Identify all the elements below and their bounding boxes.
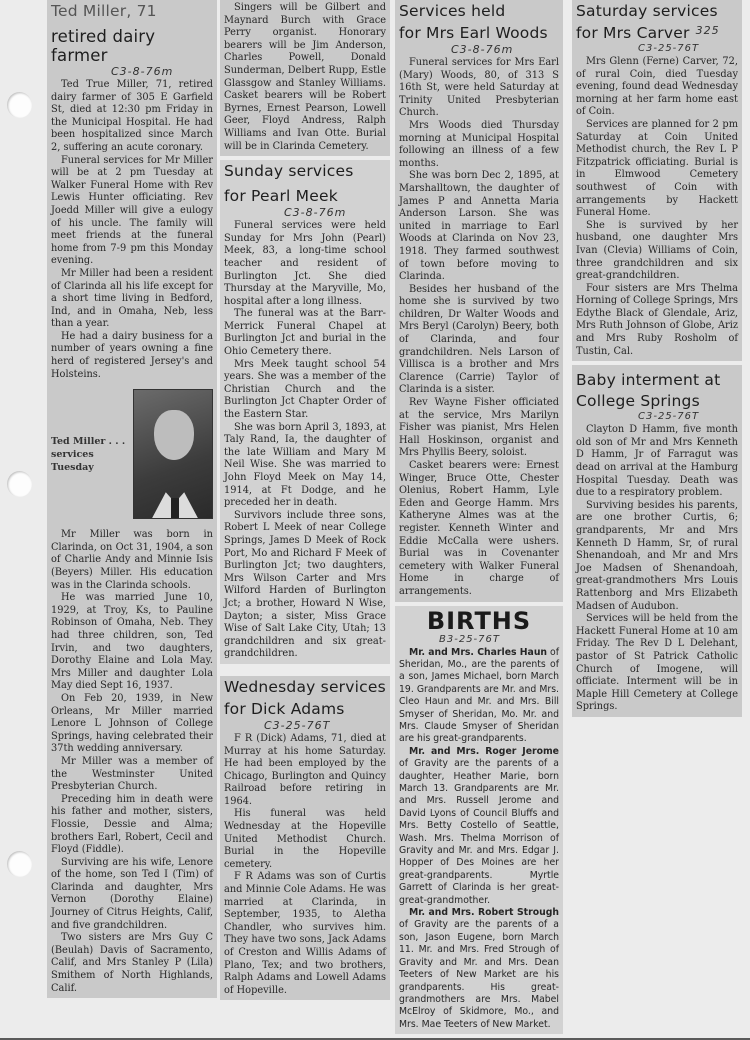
paragraph: Mrs Glenn (Ferne) Carver, 72, of rural Coin, died Tuesday evening, found dead Wednesday morning at her farm home east of Coin.: [576, 56, 738, 118]
portrait-photo: [133, 389, 213, 519]
paragraph: Mr Miller was born in Clarinda, on Oct 31, 1904, a son of Charlie Andy and Minnie Isis (Beyers) Miller. His education was in the Clarinda schools.: [51, 529, 213, 591]
headline: Saturday services: [576, 2, 718, 20]
handwritten-date: C3-8-76m: [284, 206, 347, 220]
paragraph: Casket bearers were: Ernest Winger, Bruce Otte, Chester Olenius, Robert Hamm, Lyle Eden and George Hamm. Mrs Katheryne Almes was at the register. Kenneth Winter and Eddie McCalla were ushers. Burial was in Covenanter cemetery with Walker Funeral Home in charge of arrangements.: [399, 460, 559, 597]
headline: College Springs: [576, 392, 700, 411]
paragraph: Funeral services for Mr Miller will be at 2 pm Tuesday at Walker Funeral Home with Rev Lewis Hunter officiating. Rev Joedd Miller will give a eulogy of his uncle. The family will meet friends at the funeral home from 7-9 pm this Monday evening.: [51, 154, 213, 267]
column-3: [395, 0, 563, 1034]
handwritten-date: B3-25-76T: [439, 633, 500, 645]
headline: retired dairy farmer: [51, 27, 156, 65]
handwritten-date: C3-25-76T: [638, 43, 700, 54]
headline: for Mrs Earl Woods: [399, 24, 548, 42]
headline: for Mrs Carver: [576, 24, 690, 42]
paragraph: F R Adams was son of Curtis and Minnie Cole Adams. He was married at Clarinda, in September, 1935, to Aletha Chandler, who survives him. They have two sons, Jack Adams of Creston and Willis Adams of Plano, Tex; and two brothers, Ralph Adams and Lowell Adams of Hopeville.: [224, 871, 386, 996]
paragraph: Singers will be Gilbert and Maynard Burch with Grace Perry organist. Honorary bearers will be Jim Anderson, Charles Powell, Donald Sunderman, Delbert Rupp, Estle Glassgow and Stanley Williams. Casket bearers will be Robert Byrnes, Ernest Pearson, Lowell Geer, Floyd Andress, Ralph Williams and Ivan Otte. Burial will be in Clarinda Cemetery.: [224, 2, 386, 152]
paragraph: Mrs Meek taught school 54 years. She was a member of the Christian Church and the Burlington Jct Chapter Order of the Eastern Star.: [224, 358, 386, 421]
handwritten-page-number: 325: [695, 24, 720, 37]
paragraph: He had a dairy business for a number of years owning a fine herd of registered Jersey's and Holsteins.: [51, 330, 213, 380]
birth-entry-body: of Gravity are the parents of a son, Jason Eugene, born March 11. Mr. and Mrs. Fred Strough of Gravity and Mr. and Mrs. Dean Teeters of New Market are his grandparents. His great-grandmothers are Mrs. Mabel McElroy of Skidmore, Mo., and Mrs. Mae Teeters of New Market.: [399, 919, 559, 1030]
tie: [171, 498, 179, 518]
paragraph: Mrs Woods died Thursday morning at Municipal Hospital following an illness of a few months.: [399, 119, 559, 169]
column-2: [220, 0, 390, 1000]
binder-hole: [7, 851, 32, 877]
clipping-baby-hamm: [572, 365, 742, 717]
paragraph: His funeral was held Wednesday at the Hopeville United Methodist Church. Burial in the Hopeville cemetery.: [224, 808, 386, 870]
handwritten-date: C3-25-76T: [638, 411, 700, 423]
headline: for Pearl Meek: [224, 187, 338, 206]
paragraph: Funeral services for Mrs Earl (Mary) Woods, 80, of 313 S 16th St, were held Saturday at Trinity United Presbyterian Church.: [399, 57, 559, 119]
headline: Sunday services: [224, 162, 354, 181]
paragraph: She is survived by her husband, one daughter Mrs Ivan (Clevia) Williams of Coin, three grandchildren and six great-grandchildren.: [576, 219, 738, 282]
headline: Ted Miller, 71: [51, 2, 157, 20]
paragraph: Survivors include three sons, Robert L Meek of near College Springs, James D Meek of Rock Port, Mo and Richard F Meek of Burlington Jct; two daughters, Mrs Wilson Carter and Mrs Wilford Harden of Burlington Jct; a brother, Howard N Wise, Dayton; a sister, Miss Grace Wise of Salt Lake City, Utah; 13 grandchildren and six great-grandchildren.: [224, 509, 386, 660]
photo-block: [51, 389, 213, 519]
clipping-pearl-meek: [220, 160, 390, 664]
headline: Wednesday services: [224, 677, 386, 696]
headline-row: [576, 24, 738, 43]
clipping-dick-adams: [220, 676, 390, 1000]
paragraph: Surviving are his wife, Lenore of the home, son Ted I (Tim) of Clarinda and daughter, Mrs Vernon (Dorothy Elaine) Journey of Citrus Heights, Calif, and five grandchildren.: [51, 856, 213, 931]
paragraph: Besides her husband of the home she is survived by two children, Dr Walter Woods and Mrs Beryl (Carolyn) Beery, both of Clarinda, and four grandchildren. Nels Larson of Villisca is a brother and Mrs Clarence (Carrie) Taylor of Clarinda is a sister.: [399, 283, 559, 396]
handwritten-date: C3-8-76m: [111, 65, 174, 78]
paragraph: Services will be held from the Hackett Funeral Home at 10 am Friday. The Rev D L Delehant, pastor of St Patrick Catholic Church of Imogene, will officiate. Interment will be in Maple Hill Cemetery at College Springs.: [576, 613, 738, 713]
paragraph: Services are planned for 2 pm Saturday at Coin United Methodist church, the Rev L P Fitzpatrick officiating. Burial is in Elmwood Cemetery southwest of Coin with arrangements by Hackett Funeral Home.: [576, 118, 738, 219]
paragraph: Four sisters are Mrs Thelma Horning of College Springs, Mrs Edythe Black of Glendale, Ariz, Mrs Ruth Johnson of Globe, Ariz and Mrs Ruby Rosholm of Tustin, Cal.: [576, 282, 738, 357]
paragraph: He was married June 10, 1929, at Troy, Ks, to Pauline Robinson of Omaha, Neb. They had three children, son, Ted Irvin, and two daughters, Dorothy Elaine and Lola May. Mrs Miller and daughter Lola May died Sept 16, 1937.: [51, 592, 213, 692]
paragraph: Preceding him in death were his father and mother, sisters, Flossie, Dessie and Alma; brothers Earl, Robert, Cecil and Floyd (Fiddle).: [51, 793, 213, 856]
binder-hole: [7, 92, 32, 118]
births-title: BIRTHS: [426, 606, 532, 635]
paragraph: She was born Dec 2, 1895, at Marshalltown, the daughter of James P and Annetta Maria Anderson Larson. She was united in marriage to Earl Woods at Clarinda on Nov 23, 1918. They farmed southwest of town before moving to Clarinda.: [399, 170, 559, 283]
paragraph: Surviving besides his parents, are one brother Curtis, 6; grandparents, Mr and Mrs Kenneth D Hamm, Sr, of rural Shenandoah, and Mr and Mrs Joe Madsen of Shenandoah, great-grandmothers Mrs Louis Rattenborg and Mrs Elizabeth Madsen of Audubon.: [576, 499, 738, 612]
clipping-earl-woods: [395, 0, 563, 602]
paragraph: Funeral services were held Sunday for Mrs John (Pearl) Meek, 83, a long-time school teacher and resident of Burlington Jct. She died Thursday at the Maryville, Mo, hospital after a long illness.: [224, 220, 386, 307]
birth-entry-body: of Gravity are the parents of a daughter, Heather Marie, born March 13. Grandparents are Mr. and Mrs. Russell Jerome and David Lyons of Council Bluffs and Mrs. Betty Costello of Seattle, Wash. Mrs. Thelma Morrison of Gravity and Mr. and Mrs. Edgar J. Hopper of Des Moines are her great-grandparents. Myrtle Garrett of Clarinda is her great-great-grandmother.: [399, 758, 559, 906]
column-1: [47, 0, 217, 998]
birth-entry-lead: Mr. and Mrs. Roger Jerome: [409, 745, 559, 757]
paragraph: On Feb 20, 1939, in New Orleans, Mr Miller married Lenore L Johnson of College Springs, having celebrated their 37th wedding anniversary.: [51, 692, 213, 755]
paragraph: Mr Miller was a member of the Westminster United Presbyterian Church.: [51, 755, 213, 793]
clipping-ted-miller: [47, 0, 217, 998]
clipping-mrs-carver: [572, 0, 742, 361]
paragraph: Rev Wayne Fisher officiated at the service, Mrs Marilyn Fisher was pianist, Mrs Helen Hall Hoskinson, organist and Mrs Phyllis Beery, soloist.: [399, 397, 559, 459]
birth-entry-lead: Mr. and Mrs. Robert Strough: [409, 907, 559, 919]
headline: Services held: [399, 2, 506, 20]
birth-entry-body: of Sheridan, Mo., are the parents of a son, James Michael, born March 19. Grandparents are Mr. and Mrs. Cleo Haun and Mr. and Mrs. Bill Smyser of Sheridan, Mo. Mr. and Mrs. Claude Smyser of Sheridan are his great-grandparents.: [399, 646, 559, 745]
birth-entry: [399, 647, 559, 746]
birth-entry-lead: Mr. and Mrs. Charles Haun: [409, 646, 548, 658]
paragraph: F R (Dick) Adams, 71, died at Murray at his home Saturday. He had been employed by the Chicago, Burlington and Quincy Railroad before retiring in 1964.: [224, 732, 386, 807]
column-4: [572, 0, 742, 717]
binder-hole: [7, 471, 32, 497]
photo-caption: Ted Miller . . . services Tuesday: [51, 435, 126, 473]
headline: for Dick Adams: [224, 699, 345, 718]
birth-entry: [399, 746, 559, 907]
face: [154, 410, 194, 460]
clipping-births: [395, 606, 563, 1035]
paragraph: She was born April 3, 1893, at Taly Rand, Ia, the daughter of the late William and Mary M Neil Wise. She was married to John Floyd Meek on May 14, 1914, at Ft Dodge, and he preceded her in death.: [224, 421, 386, 509]
paragraph: Two sisters are Mrs Guy C (Beulah) Davis of Sacramento, Calif, and Mrs Stanley P (Lila) Smithem of North Highlands, Calif.: [51, 932, 213, 994]
paragraph: Mr Miller had been a resident of Clarinda all his life except for a short time living in Bedford, Ind, and in Omaha, Neb, less than a year.: [51, 267, 213, 330]
clipping-miller-continued: [220, 0, 390, 156]
birth-entry: [399, 907, 559, 1031]
handwritten-date: C3-25-76T: [264, 718, 331, 732]
handwritten-date: C3-8-76m: [451, 43, 514, 56]
headline: Baby interment at: [576, 371, 721, 390]
paragraph: The funeral was at the Barr-Merrick Funeral Chapel at Burlington Jct and burial in the Ohio Cemetery there.: [224, 308, 386, 358]
paragraph: Clayton D Hamm, five month old son of Mr and Mrs Kenneth D Hamm, Jr of Farragut was dead on arrival at the Hamburg Hospital Tuesday. Death was due to a respiratory problem.: [576, 424, 738, 499]
paragraph: Ted True Miller, 71, retired dairy farmer of 305 E Garfield St, died at 12:30 pm Friday in the Municipal Hospital. He had been hospitalized since March 2, suffering an acute coronary.: [51, 79, 213, 153]
